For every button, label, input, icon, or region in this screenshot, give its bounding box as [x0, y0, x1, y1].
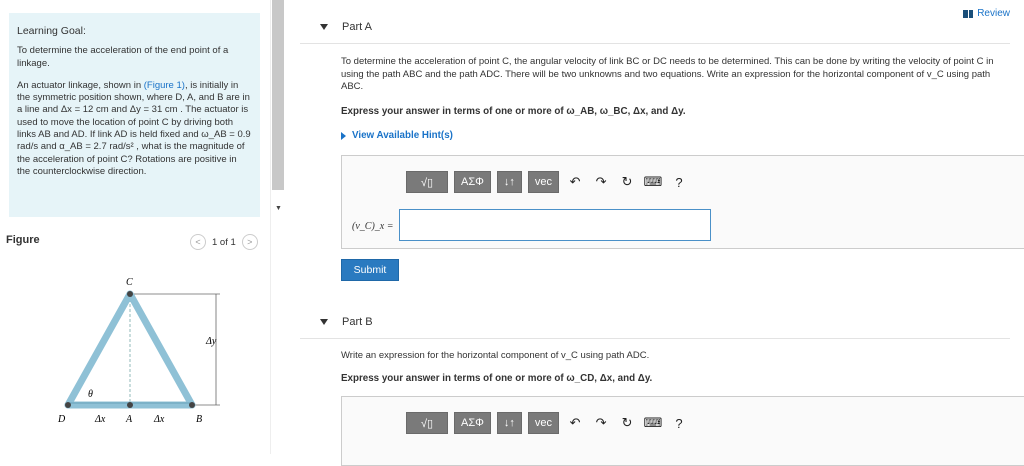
arrows-button[interactable]: ↓↑: [497, 171, 522, 193]
label-dy: Δy: [206, 336, 217, 347]
part-a-title: Part A: [342, 21, 372, 33]
greek-button[interactable]: ΑΣΦ: [454, 412, 491, 434]
part-b-express: Express your answer in terms of one or more of ω_CD, Δx, and Δy.: [341, 373, 653, 384]
left-scroll-thumb[interactable]: [272, 0, 284, 190]
keyboard-icon[interactable]: ⌨: [643, 415, 663, 430]
answer-input[interactable]: [399, 209, 711, 241]
redo-icon[interactable]: ↷: [595, 415, 607, 430]
label-a: A: [126, 414, 133, 425]
greek-button[interactable]: ΑΣΦ: [454, 171, 491, 193]
problem-text: [17, 80, 252, 178]
answer-label: (v_C)_x =: [352, 221, 394, 232]
label-d: D: [58, 414, 66, 425]
review-label: Review: [977, 8, 1010, 19]
scroll-down-icon[interactable]: ▼: [275, 205, 282, 212]
joint-a: [127, 402, 133, 408]
help-button[interactable]: ?: [675, 415, 683, 431]
label-dx2: Δx: [154, 414, 165, 425]
learning-goal-box: [9, 13, 260, 217]
vec-button[interactable]: vec: [528, 412, 559, 434]
goal-text: To determine the acceleration of the end point of a linkage.: [17, 45, 229, 69]
view-hints-link[interactable]: [341, 130, 453, 141]
expand-hint-icon: [341, 132, 346, 140]
label-c: C: [126, 277, 133, 288]
undo-icon[interactable]: ↶: [569, 174, 581, 189]
collapse-part-b-icon[interactable]: [320, 319, 328, 325]
part-b-description: Write an expression for the horizontal component of v_C using path ADC.: [341, 350, 650, 361]
problem-rest: , is initially in the symmetric position shown, where D, A, and B are in a line and Δx = 12 cm and Δy = 31 cm . The actuator is used to move the location of point C by driving both links AB and AD. If link AD is held fixed and ω_AB = 0.9 rad/s and α_AB = 2.7 rad/s² , what is the magnitude of the acceleration of point C? Rotations are positive in the counterclockwise direction.: [17, 79, 251, 177]
joint-b: [189, 402, 195, 408]
problem-lead: An actuator linkage, shown in: [17, 79, 142, 91]
figure-link[interactable]: (Figure 1): [143, 79, 185, 91]
part-a-answer-box: [341, 155, 1024, 249]
linkage-figure: [40, 272, 240, 432]
part-a-header[interactable]: [300, 14, 1010, 44]
next-figure-icon[interactable]: >: [242, 234, 258, 250]
undo-icon[interactable]: ↶: [569, 415, 581, 430]
templates-button[interactable]: √▯: [406, 171, 448, 193]
help-button[interactable]: ?: [675, 174, 683, 190]
figure-pager: [190, 234, 258, 250]
label-theta: θ: [88, 389, 93, 400]
goal-title: Learning Goal:: [17, 25, 86, 37]
arrows-button[interactable]: ↓↑: [497, 412, 522, 434]
part-b-answer-box: [341, 396, 1024, 466]
right-panel: [300, 0, 1024, 454]
collapse-part-a-icon[interactable]: [320, 24, 328, 30]
hint-label: View Available Hint(s): [352, 130, 453, 141]
prev-figure-icon[interactable]: <: [190, 234, 206, 250]
part-a-express: Express your answer in terms of one or more of ω_AB, ω_BC, Δx, and Δy.: [341, 106, 686, 117]
joint-c: [127, 291, 133, 297]
keyboard-icon[interactable]: ⌨: [643, 174, 663, 189]
submit-button[interactable]: Submit: [341, 259, 399, 281]
reset-icon[interactable]: ↻: [621, 174, 633, 189]
redo-icon[interactable]: ↷: [595, 174, 607, 189]
figure-label: Figure: [6, 234, 40, 246]
part-b-toolbar: [406, 412, 689, 434]
link-bc: [130, 294, 192, 405]
left-panel: [0, 0, 284, 454]
label-b: B: [196, 414, 203, 425]
part-a-toolbar: [406, 171, 689, 193]
vec-button[interactable]: vec: [528, 171, 559, 193]
figure-pager-text: 1 of 1: [212, 236, 236, 248]
part-b-header[interactable]: [300, 309, 1010, 339]
templates-button[interactable]: √▯: [406, 412, 448, 434]
reset-icon[interactable]: ↻: [621, 415, 633, 430]
link-dc: [68, 294, 130, 405]
joint-d: [65, 402, 71, 408]
part-b-title: Part B: [342, 316, 373, 328]
label-dx1: Δx: [95, 414, 106, 425]
left-scrollbar[interactable]: [270, 0, 284, 454]
part-a-description: To determine the acceleration of point C, the angular velocity of link BC or DC needs to be determined. This can be done by writing the velocity of point C in using the path ABC and the path ADC. There will be two unknowns and two equations. Write an expression for the horizontal component of v_C using path ABC.: [341, 56, 994, 92]
